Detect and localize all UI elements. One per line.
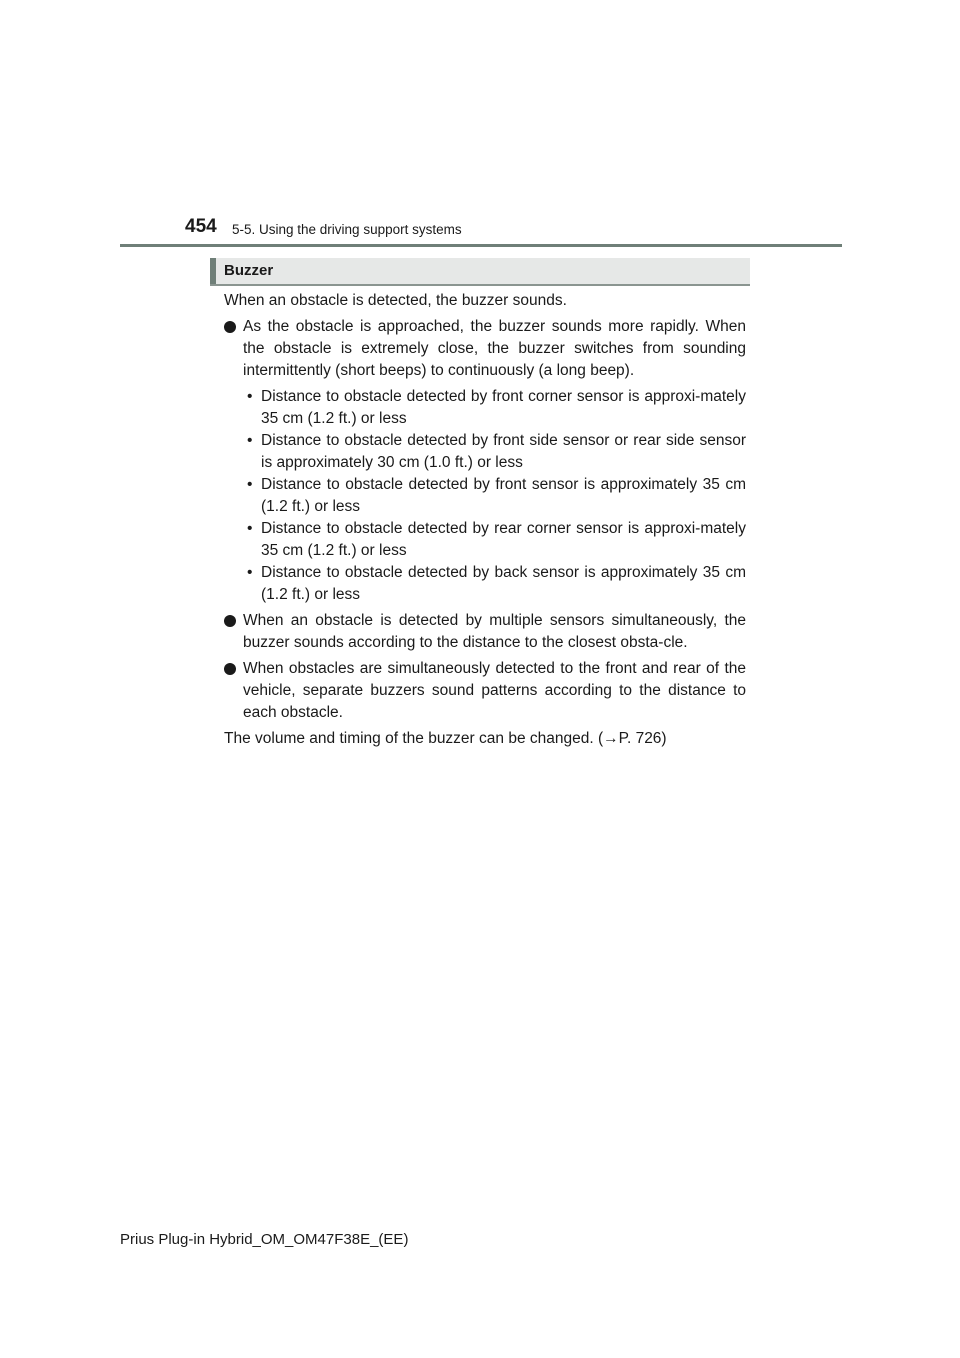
sub-bullet-icon: •: [247, 432, 253, 449]
list-item-text: Distance to obstacle detected by back sensor is approximately 35 cm (1.2 ft.) or less: [261, 564, 746, 603]
list-item: [243, 430, 746, 474]
sub-bullet-icon: •: [247, 564, 253, 581]
bullet-dot-icon: [224, 615, 236, 627]
subheading-title: Buzzer: [224, 262, 274, 279]
list-item: [243, 562, 746, 606]
bullet-text: When an obstacle is detected by multiple sensors simultaneously, the buzzer sounds according to the distance to the closest obsta-cle.: [243, 612, 746, 651]
bullet-item: [224, 610, 746, 654]
body-content: [224, 290, 746, 750]
bullet-text: As the obstacle is approached, the buzzer sounds more rapidly. When the obstacle is extremely close, the buzzer switches from sounding intermittently (short beeps) to continuously (a long beep).: [243, 318, 746, 379]
page-number: 454: [185, 216, 217, 237]
sub-bullet-icon: •: [247, 388, 253, 405]
section-title: 5-5. Using the driving support systems: [232, 222, 462, 237]
closing-paragraph: The volume and timing of the buzzer can be changed. (→P. 726): [224, 730, 667, 747]
subheading-accent-bar: [210, 258, 216, 284]
distance-sublist: [243, 386, 746, 606]
bullet-dot-icon: [224, 663, 236, 675]
bullet-item: [224, 658, 746, 724]
list-item-text: Distance to obstacle detected by rear corner sensor is approxi-mately 35 cm (1.2 ft.) or less: [261, 520, 746, 559]
subheading-box: [210, 258, 750, 286]
intro-paragraph: When an obstacle is detected, the buzzer sounds.: [224, 292, 567, 309]
list-item-text: Distance to obstacle detected by front side sensor or rear side sensor is approximately 30 cm (1.0 ft.) or less: [261, 432, 746, 471]
bullet-text: When obstacles are simultaneously detected to the front and rear of the vehicle, separate buzzers sound patterns according to the distance to each obstacle.: [243, 660, 746, 721]
list-item: [243, 518, 746, 562]
list-item: [243, 386, 746, 430]
list-item: [243, 474, 746, 518]
sub-bullet-icon: •: [247, 520, 253, 537]
bullet-dot-icon: [224, 321, 236, 333]
bullet-item: [224, 316, 746, 382]
list-item-text: Distance to obstacle detected by front corner sensor is approxi-mately 35 cm (1.2 ft.) or less: [261, 388, 746, 427]
header-divider: [120, 244, 842, 247]
list-item-text: Distance to obstacle detected by front sensor is approximately 35 cm (1.2 ft.) or less: [261, 476, 746, 515]
sub-bullet-icon: •: [247, 476, 253, 493]
footer-document-id: Prius Plug-in Hybrid_OM_OM47F38E_(EE): [120, 1231, 409, 1248]
